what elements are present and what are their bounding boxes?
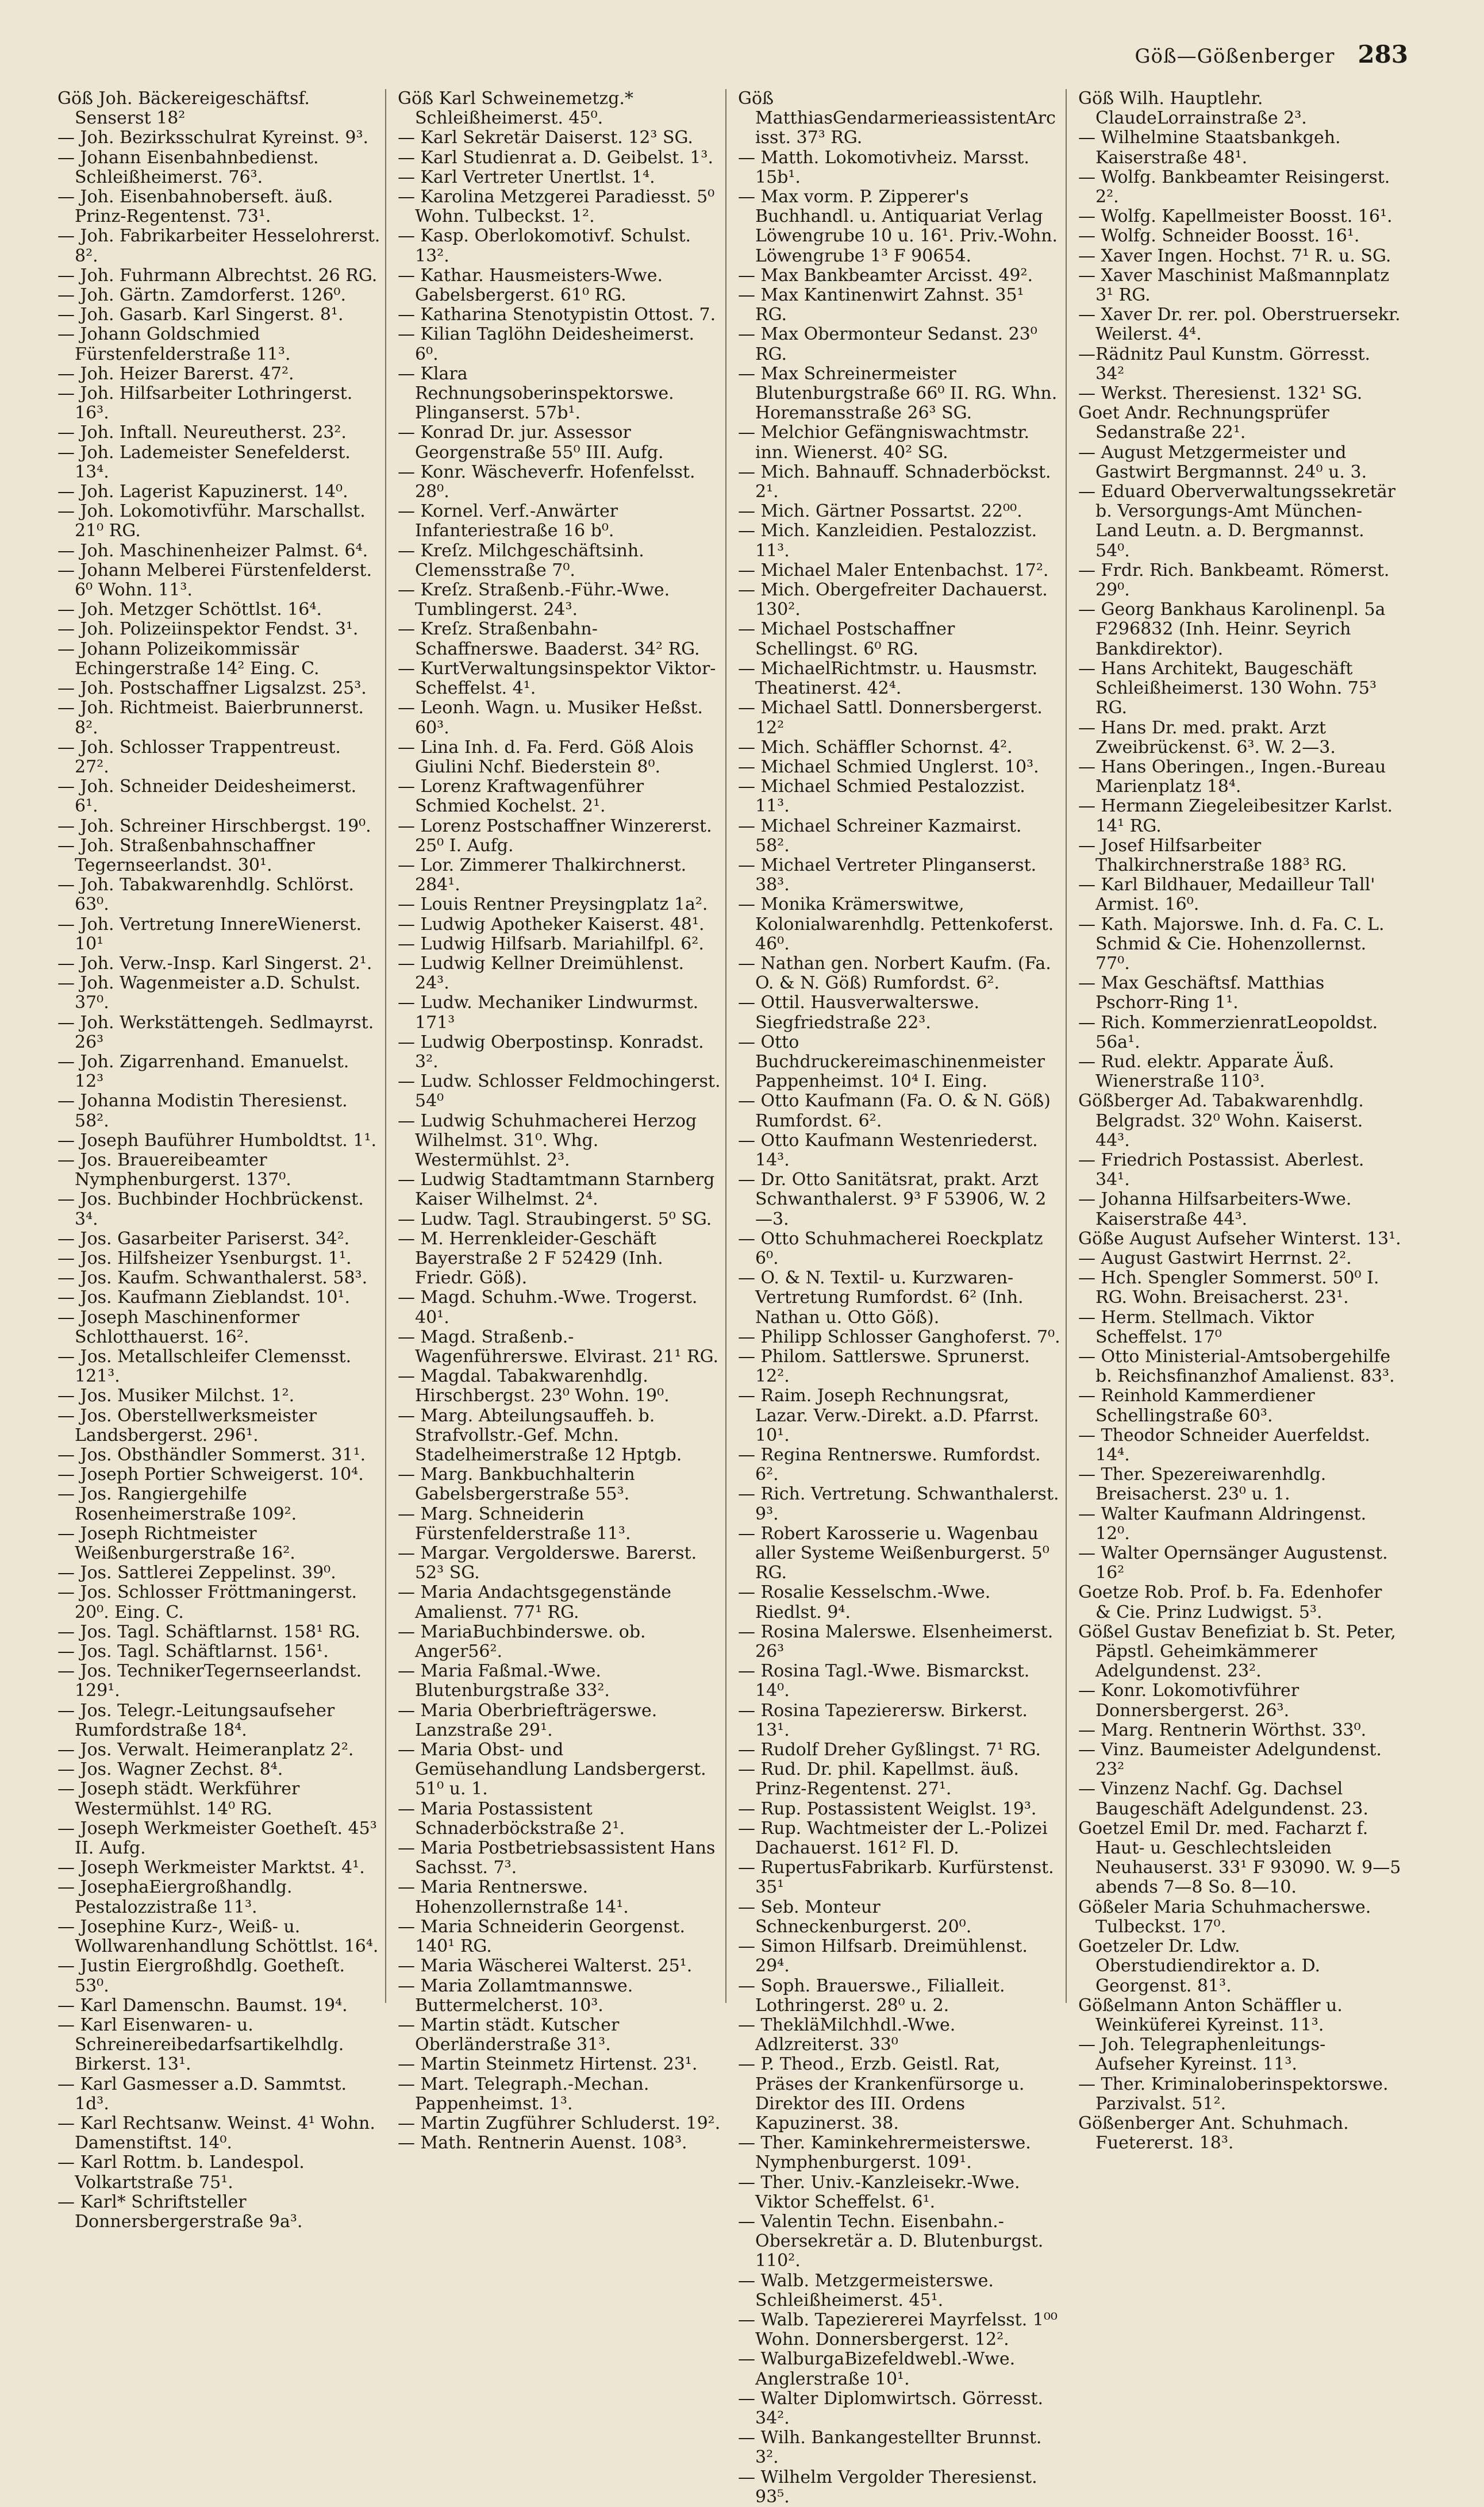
directory-entry: — Joseph Richtmeister Weißenburgerstraße 16². bbox=[57, 1523, 295, 1564]
directory-entry: — Wilhelm Vergolder Theresienst. 93⁵. bbox=[738, 2467, 1037, 2507]
directory-entry: — Lorenz Postschaffner Winzererst. 25⁰ I. Aufg. bbox=[398, 816, 712, 856]
directory-entry: — Michael Schmied Unglerst. 10³. bbox=[738, 756, 1039, 777]
directory-entry: — Raim. Joseph Rechnungsrat, Lazar. Verw.-Direkt. a.D. Pfarrst. 10¹. bbox=[738, 1386, 1039, 1445]
directory-entry: Gößenberger Ant. Schuhmach. Fuetererst. 18³. bbox=[1078, 2113, 1349, 2154]
directory-entry: — Maria Zollamtmannswe. Buttermelcherst. 10³. bbox=[398, 1975, 633, 2016]
directory-entry: — Margar. Vergolderswe. Barerst. 52³ SG. bbox=[398, 1543, 697, 1583]
directory-entry: — Mich. Gärtner Possartst. 22⁰⁰. bbox=[738, 501, 1022, 522]
directory-entry: — Kilian Taglöhn Deidesheimerst. 6⁰. bbox=[398, 324, 695, 364]
directory-entry: — Katharina Stenotypistin Ottost. 7. bbox=[398, 305, 716, 325]
directory-entry: — Marg. Rentnerin Wörthst. 33⁰. bbox=[1078, 1720, 1367, 1740]
directory-entry: — Ther. Kriminaloberinspektorswe. Parzivalst. 51². bbox=[1078, 2074, 1389, 2114]
directory-entry: — Jos. Kaufmann Zieblandst. 10¹. bbox=[57, 1287, 350, 1308]
directory-entry: — Werkst. Theresienst. 132¹ SG. bbox=[1078, 383, 1363, 404]
directory-entry: — Lor. Zimmerer Thalkirchnerst. 284¹. bbox=[398, 855, 687, 895]
directory-entry: — Marg. Abteilungsauffeh. b. Strafvollstr.-Gef. Mchn. Stadelheimerstraße 12 Hptgb. bbox=[398, 1405, 682, 1466]
directory-entry: — Monika Krämerswitwe, Kolonialwarenhdlg. Pettenkoferst. 46⁰. bbox=[738, 894, 1054, 954]
directory-entry: — Jos. Schlosser Fröttmaningerst. 20⁰. Eing. C. bbox=[57, 1582, 357, 1622]
directory-entry: — Matth. Lokomotivheiz. Marsst. 15b¹. bbox=[738, 147, 1029, 187]
directory-entry: — Josef Hilfsarbeiter Thalkirchnerstraße 188³ RG. bbox=[1078, 835, 1347, 875]
directory-entry: — Magdal. Tabakwarenhdlg. Hirschbergst. 23⁰ Wohn. 19⁰. bbox=[398, 1366, 670, 1406]
directory-entry: — Ther. Spezereiwarenhdlg. Breisacherst. 23⁰ u. 1. bbox=[1078, 1464, 1327, 1505]
directory-entry: — Jos. Kaufm. Schwanthalerst. 58³. bbox=[57, 1268, 368, 1289]
directory-entry: — MariaBuchbinderswe. ob. Anger56². bbox=[398, 1621, 646, 1662]
directory-entry: — Mich. Schäffler Schornst. 4². bbox=[738, 737, 1013, 758]
directory-entry: — Marg. Schneiderin Fürstenfelderstraße 11³. bbox=[398, 1504, 631, 1544]
directory-entry: — Ludwig Schuhmacherei Herzog Wilhelmst. 31⁰. Whg. Westermühlst. 2³. bbox=[398, 1110, 697, 1170]
directory-entry: — Joh. Telegraphenleitungs-Aufseher Kyreinst. 11³. bbox=[1078, 2035, 1326, 2075]
directory-entry: — Rosina Malerswe. Elsenheimerst. 26³ bbox=[738, 1621, 1054, 1662]
directory-entry: — Max vorm. P. Zipperer's Buchhandl. u. Antiquariat Verlag Löwengrube 10 u. 16¹. Priv.-Wohn. Löwengrube 1³ F 90654. bbox=[738, 187, 1058, 266]
directory-entry: — August Metzgermeister und Gastwirt Bergmannst. 24⁰ u. 3. bbox=[1078, 442, 1367, 482]
directory-entry: — Johann Polizeikommissär Echingerstraße 14² Eing. C. bbox=[57, 639, 320, 679]
directory-entry: — Magd. Schuhm.-Wwe. Trogerst. 40¹. bbox=[398, 1287, 698, 1328]
directory-entry: — Hans Architekt, Baugeschäft Schleißheimerst. 130 Wohn. 75³ RG. bbox=[1078, 658, 1377, 718]
directory-entry: —Rädnitz Paul Kunstm. Görresst. 34² bbox=[1078, 344, 1371, 384]
directory-entry: Goetzeler Dr. Ldw. Oberstudiendirektor a. D. Georgenst. 81³. bbox=[1078, 1936, 1321, 1996]
directory-entry: — Jos. Brauereibeamter Nymphenburgerst. 137⁰. bbox=[57, 1149, 291, 1190]
directory-entry: — Johanna Modistin Theresienst. 58². bbox=[57, 1091, 348, 1131]
directory-entry: Goetzel Emil Dr. med. Facharzt f. Haut- u. Geschlechtsleiden Neuhauserst. 33¹ F 93090. W. 9—5 abends 7—8 So. 8—10. bbox=[1078, 1818, 1401, 1898]
directory-entry: — Joh. Schneider Deidesheimerst. 6¹. bbox=[57, 776, 357, 817]
directory-entry: — Ludw. Mechaniker Lindwurmst. 171³ bbox=[398, 993, 699, 1033]
directory-entry: — Karl Studienrat a. D. Geibelst. 1³. bbox=[398, 147, 713, 168]
directory-entry: Gößelmann Anton Schäffler u. Weinküferei Kyreinst. 11³. bbox=[1078, 1995, 1343, 2035]
directory-entry: — Frdr. Rich. Bankbeamt. Römerst. 29⁰. bbox=[1078, 560, 1390, 601]
directory-entry: — Kreſz. Straßenbahn-Schaffnerswe. Baaderst. 34² RG. bbox=[398, 619, 700, 659]
directory-entry: — Lina Inh. d. Fa. Ferd. Göß Alois Giulini Nchf. Biederstein 8⁰. bbox=[398, 737, 694, 777]
directory-entry: — Joh. Straßenbahnschaffner Tegernseerlandst. 30¹. bbox=[57, 835, 315, 875]
directory-entry: — Jos. Gasarbeiter Pariserst. 34². bbox=[57, 1228, 350, 1249]
directory-entry: — Joh. Werkstättengeh. Sedlmayrst. 26³ bbox=[57, 1012, 374, 1052]
directory-entry: — Maria Schneiderin Georgenst. 140¹ RG. bbox=[398, 1916, 685, 1957]
directory-entry: — ThekläMilchhdl.-Wwe. Adlzreiterst. 33⁰ bbox=[738, 2014, 956, 2055]
directory-entry: — Jos. Oberstellwerksmeister Landsbergerst. 296¹. bbox=[57, 1405, 317, 1445]
directory-entry: — Max Schreinermeister Blutenburgstraße 66⁰ II. RG. Whn. Horemansstraße 26³ SG. bbox=[738, 363, 1058, 424]
directory-entry: — Karl Rechtsanw. Weinst. 4¹ Wohn. Damenstiftst. 14⁰. bbox=[57, 2113, 375, 2154]
directory-entry: — Kasp. Oberlokomotivf. Schulst. 13². bbox=[398, 226, 691, 266]
directory-entry: — Joseph Bauführer Humboldtst. 1¹. bbox=[57, 1130, 377, 1151]
directory-entry: — Mart. Telegraph.-Mechan. Pappenheimst. 1³. bbox=[398, 2074, 649, 2114]
directory-entry: — Rosalie Kesselschm.-Wwe. Riedlst. 9⁴. bbox=[738, 1582, 991, 1622]
directory-entry: — Joh. Polizeiinspektor Fendst. 3¹. bbox=[57, 619, 359, 640]
directory-entry: — Joh. Heizer Barerst. 47². bbox=[57, 363, 294, 384]
directory-entry: — Walter Opernsänger Augustenst. 16² bbox=[1078, 1543, 1388, 1583]
directory-entry: — Konrad Dr. jur. Assessor Georgenstraße 55⁰ III. Aufg. bbox=[398, 422, 664, 463]
directory-entry: — Jos. Hilfsheizer Ysenburgst. 1¹. bbox=[57, 1248, 352, 1268]
directory-entry: — Rud. elektr. Apparate Äuß. Wienerstraße 110³. bbox=[1078, 1051, 1335, 1092]
directory-entry: — Otto Kaufmann Westenriederst. 14³. bbox=[738, 1130, 1038, 1170]
directory-entry: — Rup. Wachtmeister der L.-Polizei Dachauerst. 161² Fl. D. bbox=[738, 1818, 1048, 1859]
directory-entry: — Klara Rechnungsoberinspektorswe. Plinganserst. 57b¹. bbox=[398, 363, 674, 424]
directory-entry: — August Gastwirt Herrnst. 2². bbox=[1078, 1248, 1352, 1268]
directory-entry: — Joh. Vertretung InnereWienerst. 10¹ bbox=[57, 914, 362, 954]
directory-entry: — Joseph Werkmeister Goetheſt. 45³ II. Aufg. bbox=[57, 1818, 377, 1859]
directory-entry: — Kreſz. Milchgeschäftsinh. Clemensstraße 7⁰. bbox=[398, 540, 644, 580]
directory-entry: — Kreſz. Straßenb.-Führ.-Wwe. Tumblingerst. 24³. bbox=[398, 580, 670, 620]
directory-entry: — Joseph Portier Schweigerst. 10⁴. bbox=[57, 1464, 364, 1485]
directory-entry: — P. Theod., Erzb. Geistl. Rat, Präses der Krankenfürsorge u. Direktor des III. Ordens Kapuzinerst. 38. bbox=[738, 2054, 1025, 2133]
directory-entry: — Valentin Techn. Eisenbahn.-Obersekretär a. D. Blutenburgst. 110². bbox=[738, 2211, 1044, 2271]
directory-columns bbox=[57, 89, 1408, 2507]
directory-entry: Goetze Rob. Prof. b. Fa. Edenhofer & Cie. Prinz Ludwigst. 5³. bbox=[1078, 1582, 1382, 1622]
directory-entry: — Karl* Schriftsteller Donnersbergerstraße 9a³. bbox=[57, 2191, 303, 2232]
directory-entry: — Wilh. Bankangestellter Brunnst. 3². bbox=[738, 2428, 1042, 2468]
directory-entry: — Ludwig Apotheker Kaiserst. 48¹. bbox=[398, 914, 705, 935]
directory-entry: Göß Joh. Bäckereigeschäftsf. Senserst 18² bbox=[57, 89, 310, 129]
directory-entry: — Louis Rentner Preysingplatz 1a². bbox=[398, 894, 708, 915]
directory-entry: — Joh. Inftall. Neureutherst. 23². bbox=[57, 422, 347, 443]
directory-entry: — Joh. Schlosser Trappentreust. 27². bbox=[57, 737, 341, 777]
directory-entry: Gößberger Ad. Tabakwarenhdlg. Belgradst. 32⁰ Wohn. Kaiserst. 44³. bbox=[1078, 1091, 1364, 1151]
directory-entry: — Rudolf Dreher Gyßlingst. 7¹ RG. bbox=[738, 1740, 1041, 1760]
directory-entry: — Soph. Brauerswe., Filialleit. Lothringerst. 28⁰ u. 2. bbox=[738, 1975, 1005, 2016]
directory-entry: — Xaver Ingen. Hochst. 7¹ R. u. SG. bbox=[1078, 245, 1391, 266]
directory-entry: — Maria Postbetriebsassistent Hans Sachsst. 7³. bbox=[398, 1838, 716, 1878]
directory-entry: — Philipp Schlosser Ganghoferst. 7⁰. bbox=[738, 1326, 1060, 1347]
directory-entry: — Johann Melberei Fürstenfelderst. 6⁰ Wohn. 11³. bbox=[57, 560, 372, 601]
directory-entry: — Seb. Monteur Schneckenburgerst. 20⁰. bbox=[738, 1897, 972, 1937]
directory-entry: — Karl Sekretär Daiserst. 12³ SG. bbox=[398, 128, 693, 148]
directory-entry: — Reinhold Kammerdiener Schellingstraße 60³. bbox=[1078, 1386, 1315, 1426]
directory-entry: — Vinz. Baumeister Adelgundenst. 23² bbox=[1078, 1740, 1382, 1780]
directory-entry: — Joh. Postschaffner Ligsalzst. 25³. bbox=[57, 678, 367, 699]
directory-entry: — JosephaEiergroßhandlg. Pestalozzistraße 11³. bbox=[57, 1877, 293, 1917]
directory-entry: — Michael Sattl. Donnersbergerst. 12² bbox=[738, 698, 1043, 738]
directory-entry: — Josephine Kurz-, Weiß- u. Wollwarenhandlung Schöttlst. 16⁴. bbox=[57, 1916, 379, 1957]
directory-entry: — Xaver Dr. rer. pol. Oberstruersekr. Weilerst. 4⁴. bbox=[1078, 305, 1401, 345]
directory-entry: — Joseph städt. Werkführer Westermühlst. 14⁰ RG. bbox=[57, 1779, 300, 1819]
directory-entry: — Karl Gasmesser a.D. Sammtst. 1d³. bbox=[57, 2074, 347, 2114]
directory-entry: — Max Kantinenwirt Zahnst. 35¹ RG. bbox=[738, 285, 1024, 325]
directory-entry: — Jos. TechnikerTegernseerlandst. 129¹. bbox=[57, 1661, 362, 1701]
directory-entry: — Rosina Tapezierersw. Birkerst. 13¹. bbox=[738, 1700, 1028, 1740]
directory-entry: — Georg Bankhaus Karolinenpl. 5a F296832 (Inh. Heinr. Seyrich Bankdirektor). bbox=[1078, 599, 1386, 659]
directory-entry: — Wilhelmine Staatsbankgeh. Kaiserstraße 48¹. bbox=[1078, 128, 1341, 168]
directory-entry: — Jos. Obsthändler Sommerst. 31¹. bbox=[57, 1445, 366, 1466]
directory-entry: — Ludwig Kellner Dreimühlenst. 24³. bbox=[398, 953, 684, 994]
directory-entry: — Maria Obst- und Gemüsehandlung Landsbergerst. 51⁰ u. 1. bbox=[398, 1740, 706, 1799]
directory-entry: — Max Bankbeamter Arcisst. 49². bbox=[738, 265, 1033, 286]
directory-entry: — Justin Eiergroßhdlg. Goetheſt. 53⁰. bbox=[57, 1956, 345, 1996]
directory-entry: — Johann Goldschmied Fürstenfelderstraße 11³. bbox=[57, 324, 291, 364]
directory-entry: — Friedrich Postassist. Aberlest. 34¹. bbox=[1078, 1149, 1364, 1190]
directory-entry: — Mich. Kanzleidien. Pestalozzist. 11³. bbox=[738, 521, 1037, 561]
directory-column-3 bbox=[738, 89, 1067, 2507]
directory-entry: — Lorenz Kraftwagenführer Schmied Kochelst. 2¹. bbox=[398, 776, 644, 817]
directory-entry: — Theodor Schneider Auerfeldst. 14⁴. bbox=[1078, 1425, 1370, 1466]
directory-entry: — Xaver Maschinist Maßmannplatz 3¹ RG. bbox=[1078, 265, 1390, 306]
directory-entry: — M. Herrenkleider-Geschäft Bayerstraße 2 F 52429 (Inh. Friedr. Göß). bbox=[398, 1228, 663, 1289]
directory-entry: — Joh. Verw.-Insp. Karl Singerst. 2¹. bbox=[57, 953, 372, 974]
directory-entry: — Ottil. Hausverwalterswe. Siegfriedstraße 22³. bbox=[738, 993, 979, 1033]
directory-entry: — Karl Rottm. b. Landespol. Volkartstraße 75¹. bbox=[57, 2152, 305, 2193]
directory-entry: — Jos. Telegr.-Leitungsaufseher Rumfordstraße 18⁴. bbox=[57, 1700, 335, 1740]
directory-entry: — Mich. Bahnauff. Schnaderböckst. 2¹. bbox=[738, 462, 1051, 502]
directory-entry: — Joh. Gärtn. Zamdorferst. 126⁰. bbox=[57, 285, 346, 306]
directory-entry: Göße August Aufseher Winterst. 13¹. bbox=[1078, 1228, 1401, 1249]
directory-entry: — Simon Hilfsarb. Dreimühlenst. 29⁴. bbox=[738, 1936, 1028, 1977]
directory-entry: — Joh. Bezirksschulrat Kyreinst. 9³. bbox=[57, 128, 369, 148]
directory-entry: — Wolfg. Schneider Boosst. 16¹. bbox=[1078, 226, 1360, 247]
directory-entry: — Hch. Spengler Sommerst. 50⁰ I. RG. Wohn. Breisacherst. 23¹. bbox=[1078, 1268, 1379, 1308]
directory-entry: — Maria Rentnerswe. Hohenzollernstraße 14¹. bbox=[398, 1877, 629, 1917]
directory-entry: — Joh. Fabrikarbeiter Hesselohrerst. 8². bbox=[57, 226, 380, 266]
running-head-title: Göß—Gößenberger bbox=[1135, 45, 1335, 68]
directory-entry: — Kathar. Hausmeisters-Wwe. Gabelsbergerst. 61⁰ RG. bbox=[398, 265, 663, 306]
page-number: 283 bbox=[1358, 40, 1408, 68]
directory-entry: — Konr. Wäscheverfr. Hofenfelsst. 28⁰. bbox=[398, 462, 695, 502]
directory-entry: — Joseph Maschinenformer Schlotthauerst. 16². bbox=[57, 1307, 299, 1347]
directory-entry: — Maria Andachtsgegenstände Amalienst. 77¹ RG. bbox=[398, 1582, 672, 1622]
directory-entry: — Jos. Rangiergehilfe Rosenheimerstraße 109². bbox=[57, 1484, 297, 1524]
directory-entry: — Jos. Tagl. Schäftlarnst. 158¹ RG. bbox=[57, 1621, 360, 1642]
directory-entry: — Maria Wäscherei Walterst. 25¹. bbox=[398, 1956, 693, 1977]
directory-entry: — Rich. KommerzienratLeopoldst. 56a¹. bbox=[1078, 1012, 1378, 1052]
directory-entry: — Ludwig Hilfsarb. Mariahilfpl. 6². bbox=[398, 933, 704, 954]
directory-entry: — Joh. Tabakwarenhdlg. Schlörst. 63⁰. bbox=[57, 875, 354, 915]
directory-entry: — Karl Eisenwaren- u. Schreinereibedarfsartikelhdlg. Birkerst. 13¹. bbox=[57, 2014, 344, 2075]
directory-entry: Gößeler Maria Schuhmacherswe. Tulbeckst. 17⁰. bbox=[1078, 1897, 1371, 1937]
directory-entry: Göß Wilh. Hauptlehr. ClaudeLorrainstraße 2³. bbox=[1078, 89, 1307, 129]
directory-entry: — Otto Buchdruckereimaschinenmeister Pappenheimst. 10⁴ I. Eing. bbox=[738, 1032, 1045, 1092]
directory-entry: — Michael Vertreter Plinganserst. 38³. bbox=[738, 855, 1037, 895]
running-header bbox=[57, 40, 1408, 75]
directory-entry: — Wolfg. Kapellmeister Boosst. 16¹. bbox=[1078, 206, 1393, 227]
directory-entry: — Martin Zugführer Schluderst. 19². bbox=[398, 2113, 721, 2133]
directory-entry: — Jos. Metallschleifer Clemensst. 121³. bbox=[57, 1347, 352, 1387]
directory-entry: — Otto Schuhmacherei Roeckplatz 6⁰. bbox=[738, 1228, 1043, 1268]
directory-entry: — Math. Rentnerin Auenst. 108³. bbox=[398, 2133, 687, 2154]
directory-entry: — Joh. Lademeister Senefelderst. 13⁴. bbox=[57, 442, 351, 482]
directory-entry: — Walb. Tapeziererei Mayrfelsst. 1⁰⁰ Wohn. Donnersbergerst. 12². bbox=[738, 2309, 1058, 2350]
directory-entry: — Otto Kaufmann (Fa. O. & N. Göß) Rumfordst. 6². bbox=[738, 1091, 1051, 1131]
directory-entry: — Maria Oberbriefträgerswe. Lanzstraße 29¹. bbox=[398, 1700, 658, 1740]
directory-entry: — Karl Damenschn. Baumst. 19⁴. bbox=[57, 1995, 348, 2016]
directory-entry: — Rosina Tagl.-Wwe. Bismarckst. 14⁰. bbox=[738, 1661, 1030, 1701]
directory-entry: — Dr. Otto Sanitätsrat, prakt. Arzt Schwanthalerst. 9³ F 53906, W. 2—3. bbox=[738, 1170, 1047, 1229]
directory-entry: — Karolina Metzgerei Paradiesst. 5⁰ Wohn. Tulbeckst. 1². bbox=[398, 187, 715, 227]
directory-entry: — Jos. Tagl. Schäftlarnst. 156¹. bbox=[57, 1641, 329, 1662]
directory-entry: — Jos. Musiker Milchst. 1². bbox=[57, 1386, 295, 1406]
directory-entry: — Ludwig Stadtamtmann Starnberg Kaiser Wilhelmst. 2⁴. bbox=[398, 1170, 715, 1210]
directory-entry: — Maria Faßmal.-Wwe. Blutenburgstraße 33². bbox=[398, 1661, 610, 1701]
directory-entry: — Marg. Bankbuchhalterin Gabelsbergerstraße 55³. bbox=[398, 1464, 635, 1505]
directory-entry: — Johann Eisenbahnbedienst. Schleißheimerst. 76³. bbox=[57, 147, 319, 187]
directory-entry: — Herm. Stellmach. Viktor Scheffelst. 17⁰ bbox=[1078, 1307, 1314, 1347]
directory-entry: — Karl Bildhauer, Medailleur Tall' Armist. 16⁰. bbox=[1078, 875, 1375, 915]
directory-entry: — Walter Kaufmann Aldringenst. 12⁰. bbox=[1078, 1504, 1367, 1544]
directory-entry: — Kath. Majorswe. Inh. d. Fa. C. L. Schmid & Cie. Hohenzollernst. 77⁰. bbox=[1078, 914, 1385, 974]
directory-column-4 bbox=[1078, 89, 1407, 2154]
directory-entry: Göß Karl Schweinemetzg.* Schleißheimerst. 45⁰. bbox=[398, 89, 633, 129]
directory-entry: — Regina Rentnerswe. Rumfordst. 6². bbox=[738, 1445, 1041, 1485]
directory-entry: — Joh. Lokomotivführ. Marschallst. 21⁰ RG. bbox=[57, 501, 366, 541]
directory-entry: — Jos. Wagner Zechst. 8⁴. bbox=[57, 1759, 283, 1780]
directory-entry: — Michael Schreiner Kazmairst. 58². bbox=[738, 816, 1022, 856]
directory-entry: — Robert Karosserie u. Wagenbau aller Systeme Weißenburgerst. 5⁰ RG. bbox=[738, 1523, 1049, 1583]
directory-entry: — Melchior Gefängniswachtmstr. inn. Wienerst. 40² SG. bbox=[738, 422, 1030, 463]
directory-entry: — Nathan gen. Norbert Kaufm. (Fa. O. & N. Göß) Rumfordst. 6². bbox=[738, 953, 1051, 994]
directory-entry: — Joh. Metzger Schöttlst. 16⁴. bbox=[57, 599, 322, 620]
directory-entry: — Otto Ministerial-Amtsobergehilfe b. Reichsfinanzhof Amalienst. 83³. bbox=[1078, 1347, 1395, 1387]
directory-entry: — Wolfg. Bankbeamter Reisingerst. 2². bbox=[1078, 167, 1390, 207]
directory-entry: — Martin städt. Kutscher Oberländerstraße 31³. bbox=[398, 2014, 620, 2055]
directory-entry: — Leonh. Wagn. u. Musiker Heßst. 60³. bbox=[398, 698, 703, 738]
directory-entry: — Joh. Schreiner Hirschbergst. 19⁰. bbox=[57, 816, 371, 836]
directory-entry: Göß MatthiasGendarmerieassistentArcisst. 37³ RG. bbox=[738, 89, 1056, 148]
directory-entry: — Joh. Wagenmeister a.D. Schulst. 37⁰. bbox=[57, 973, 361, 1013]
directory-entry: — Hans Dr. med. prakt. Arzt Zweibrückenst. 6³. W. 2—3. bbox=[1078, 717, 1336, 758]
directory-entry: — Jos. Verwalt. Heimeranplatz 2². bbox=[57, 1740, 354, 1760]
directory-entry: — Magd. Straßenb.-Wagenführerswe. Elvirast. 21¹ RG. bbox=[398, 1326, 719, 1367]
directory-entry: — Eduard Oberverwaltungssekretär b. Versorgungs-Amt München-Land Leutn. a. D. Bergmannst. 54⁰. bbox=[1078, 482, 1396, 561]
directory-entry: — Mich. Obergefreiter Dachauerst. 130². bbox=[738, 580, 1048, 620]
directory-entry: — Walter Diplomwirtsch. Görresst. 34². bbox=[738, 2388, 1043, 2428]
directory-entry: — Johanna Hilfsarbeiters-Wwe. Kaiserstraße 44³. bbox=[1078, 1189, 1352, 1229]
directory-entry: — Karl Vertreter Unertlst. 1⁴. bbox=[398, 167, 655, 187]
directory-entry: Gößel Gustav Benefiziat b. St. Peter, Päpstl. Geheimkämmerer Adelgundenst. 23². bbox=[1078, 1621, 1396, 1682]
directory-entry: — Vinzenz Nachf. Gg. Dachsel Baugeschäft Adelgundenst. 23. bbox=[1078, 1779, 1368, 1819]
directory-entry: — WalburgaBizefeldwebl.-Wwe. Anglerstraße 10¹. bbox=[738, 2349, 1016, 2389]
directory-entry: — Ludw. Schlosser Feldmochingerst. 54⁰ bbox=[398, 1071, 721, 1112]
directory-entry: — Joh. Hilfsarbeiter Lothringerst. 16³. bbox=[57, 383, 353, 424]
directory-entry: — Rup. Postassistent Weiglst. 19³. bbox=[738, 1798, 1037, 1819]
directory-entry: — Philom. Sattlerswe. Sprunerst. 12². bbox=[738, 1347, 1030, 1387]
directory-entry: — Ther. Univ.-Kanzleisekr.-Wwe. Viktor Scheffelst. 6¹. bbox=[738, 2172, 1020, 2212]
directory-entry: Goet Andr. Rechnungsprüfer Sedanstraße 22¹. bbox=[1078, 403, 1329, 443]
directory-entry: — Joh. Zigarrenhand. Emanuelst. 12³ bbox=[57, 1051, 349, 1092]
directory-entry: — KurtVerwaltungsinspektor Viktor-Scheffelst. 4¹. bbox=[398, 658, 716, 699]
directory-entry: — Ludwig Oberpostinsp. Konradst. 3². bbox=[398, 1032, 704, 1072]
directory-entry: — RupertusFabrikarb. Kurfürstenst. 35¹ bbox=[738, 1858, 1054, 1898]
directory-entry: — Joh. Maschinenheizer Palmst. 6⁴. bbox=[57, 540, 368, 561]
directory-entry: — Michael Postschaffner Schellingst. 6⁰ RG. bbox=[738, 619, 955, 659]
directory-entry: — Michael Schmied Pestalozzist. 11³. bbox=[738, 776, 1025, 817]
directory-entry: — Hermann Ziegeleibesitzer Karlst. 14¹ RG. bbox=[1078, 796, 1393, 836]
directory-entry: — Kornel. Verf.-Anwärter Infanteriestraße 16 b⁰. bbox=[398, 501, 618, 541]
directory-entry: — Joh. Gasarb. Karl Singerst. 8¹. bbox=[57, 305, 344, 325]
directory-entry: — Joh. Eisenbahnoberseft. äuß. Prinz-Regentenst. 73¹. bbox=[57, 187, 333, 227]
directory-entry: — Ludw. Tagl. Straubingerst. 5⁰ SG. bbox=[398, 1209, 712, 1229]
directory-entry: — Walb. Metzgermeisterswe. Schleißheimerst. 45¹. bbox=[738, 2270, 994, 2310]
directory-column-1 bbox=[57, 89, 386, 2232]
directory-entry: — Rud. Dr. phil. Kapellmst. äuß. Prinz-Regentenst. 27¹. bbox=[738, 1759, 1019, 1799]
directory-entry: — Konr. Lokomotivführer Donnersbergerst. 26³. bbox=[1078, 1681, 1300, 1721]
directory-entry: — Rich. Vertretung. Schwanthalerst. 9³. bbox=[738, 1484, 1059, 1524]
directory-entry: — MichaelRichtmstr. u. Hausmstr. Theatinerst. 42⁴. bbox=[738, 658, 1038, 699]
directory-entry: — Ther. Kaminkehrermeisterswe. Nymphenburgerst. 109¹. bbox=[738, 2133, 1031, 2173]
directory-entry: — Joh. Richtmeist. Baierbrunnerst. 8². bbox=[57, 698, 364, 738]
directory-entry: — Max Obermonteur Sedanst. 23⁰ RG. bbox=[738, 324, 1037, 364]
directory-entry: — Joseph Werkmeister Marktst. 4¹. bbox=[57, 1858, 365, 1878]
directory-entry: — Joh. Lagerist Kapuzinerst. 14⁰. bbox=[57, 482, 348, 502]
directory-entry: — Jos. Sattlerei Zeppelinst. 39⁰. bbox=[57, 1563, 336, 1583]
directory-column-2 bbox=[398, 89, 726, 2154]
directory-entry: — Maria Postassistent Schnaderböckstraße 2¹. bbox=[398, 1798, 625, 1839]
directory-entry: — O. & N. Textil- u. Kurzwaren-Vertretung Rumfordst. 6² (Inh. Nathan u. Otto Göß). bbox=[738, 1268, 1024, 1328]
directory-entry: — Michael Maler Entenbachst. 17². bbox=[738, 560, 1049, 580]
directory-entry: — Hans Oberingen., Ingen.-Bureau Marienplatz 18⁴. bbox=[1078, 756, 1386, 797]
directory-entry: — Max Geschäftsf. Matthias Pschorr-Ring 1¹. bbox=[1078, 973, 1325, 1013]
directory-entry: — Martin Steinmetz Hirtenst. 23¹. bbox=[398, 2054, 698, 2075]
directory-entry: — Joh. Fuhrmann Albrechtst. 26 RG. bbox=[57, 265, 378, 286]
directory-entry: — Jos. Buchbinder Hochbrückenst. 3⁴. bbox=[57, 1189, 364, 1229]
